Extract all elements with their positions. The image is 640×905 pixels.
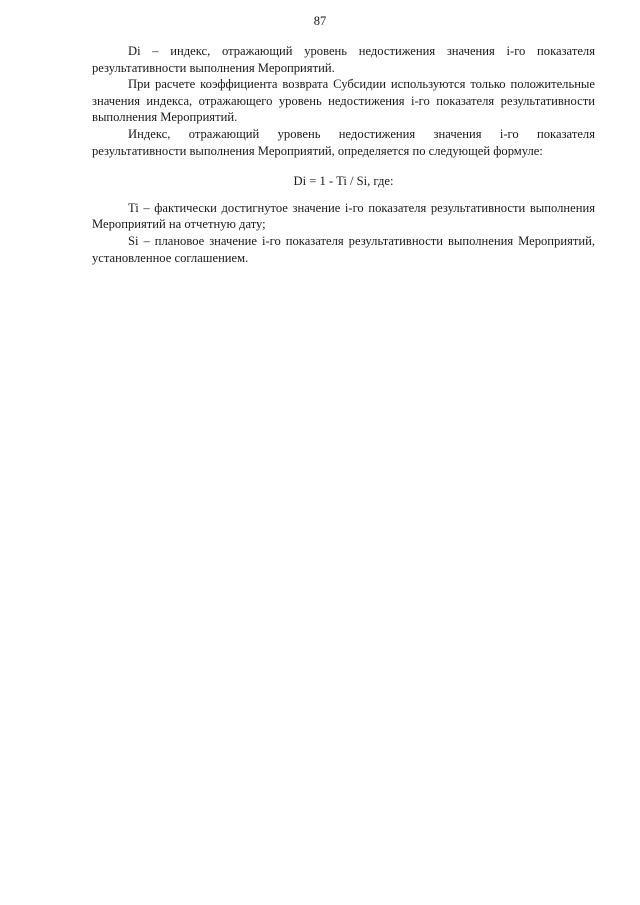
page-body [92,43,595,266]
paragraph-formula-intro: Индекс, отражающий уровень недостижения значения i-го показателя результативности выполнения Мероприятий, определяется по следующей формуле: [92,126,595,158]
formula: Di = 1 - Ti / Si, где: [293,174,394,189]
definition-si: Si – плановое значение i-го показателя результативности выполнения Мероприятий, установленное соглашением. [92,233,595,265]
definition-ti: Ti – фактически достигнутое значение i-го показателя результативности выполнения Мероприятий на отчетную дату; [92,200,595,232]
paragraph-index-definition: Di – индекс, отражающий уровень недостижения значения i-го показателя результативности выполнения Мероприятий. [92,44,595,75]
page-number: 87 [313,14,327,28]
paragraph-positive-values: При расчете коэффициента возврата Субсидии используются только положительные значения индекса, отражающего уровень недостижения i-го показателя результативности выполнения Мероприятий. [92,77,595,125]
